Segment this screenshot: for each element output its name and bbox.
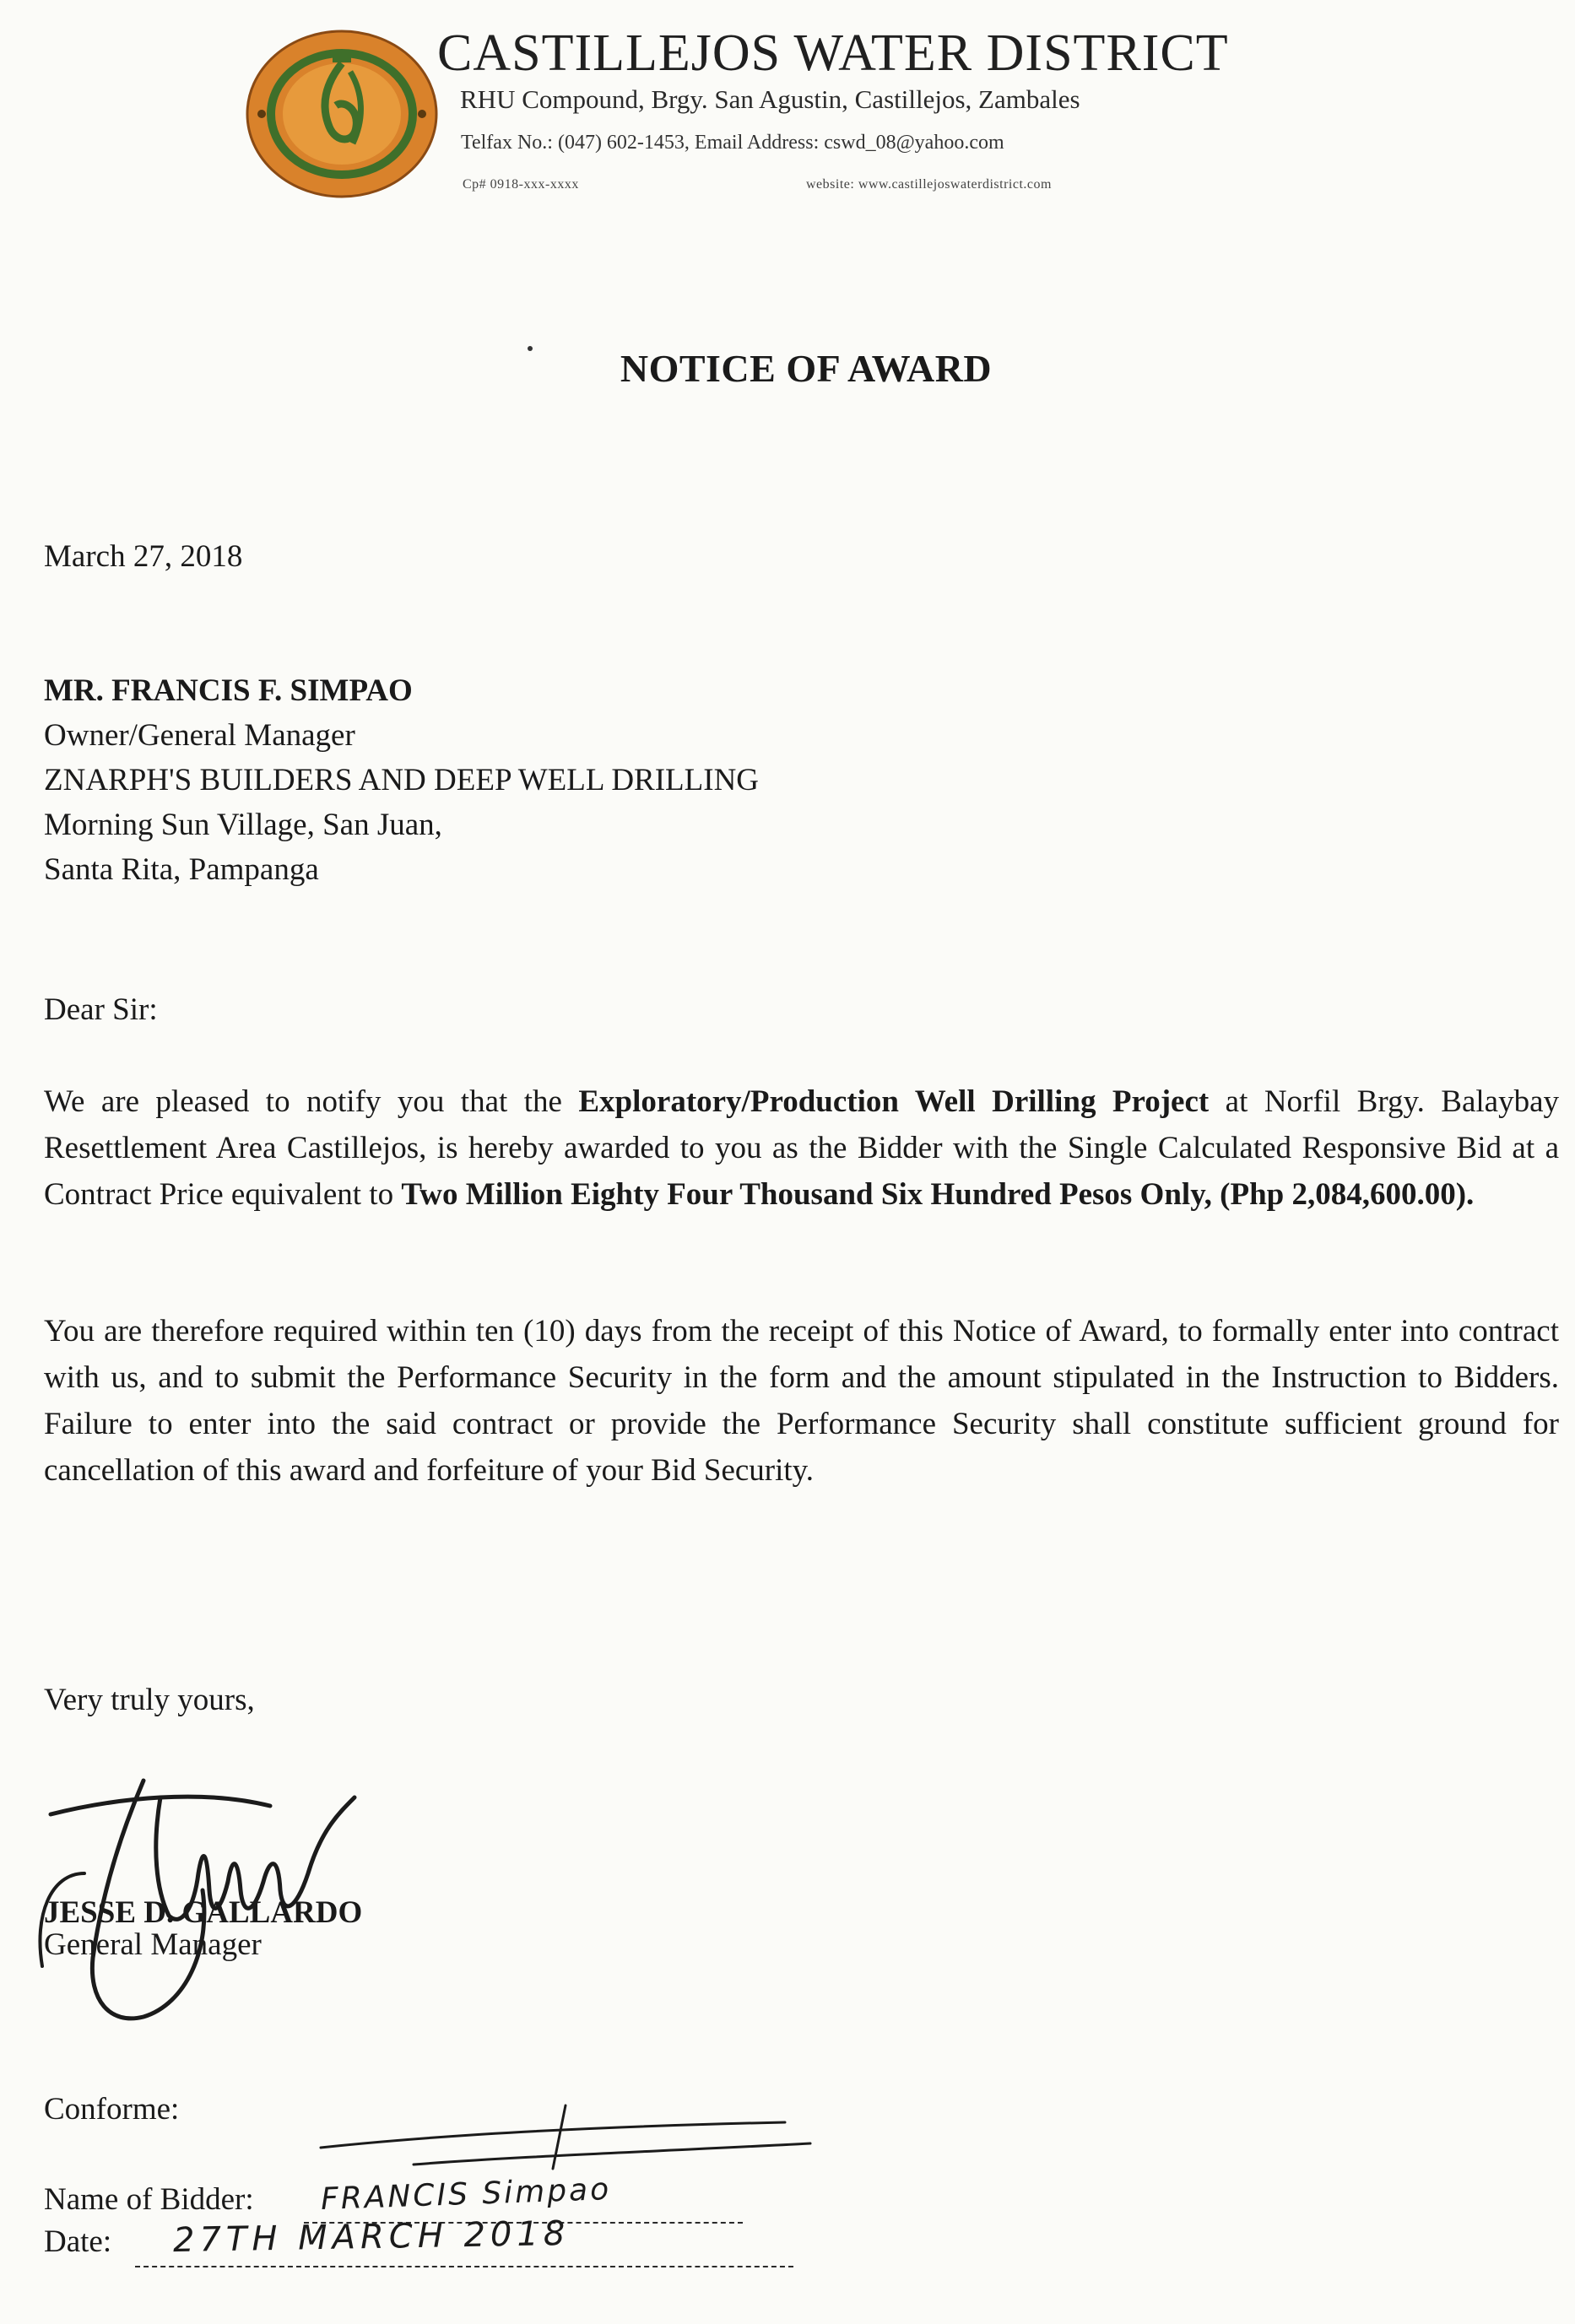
date-line — [135, 2266, 793, 2267]
organization-contact: Telfax No.: (047) 602-1453, Email Address: cswd_08@yahoo.com — [461, 132, 1004, 154]
recipient-address-line1: Morning Sun Village, San Juan, — [44, 808, 442, 842]
recipient-name: MR. FRANCIS F. SIMPAO — [44, 673, 413, 708]
recipient-company: ZNARPH'S BUILDERS AND DEEP WELL DRILLING — [44, 763, 760, 797]
salutation: Dear Sir: — [44, 992, 158, 1027]
organization-cellphone: Cp# 0918-xxx-xxxx — [463, 177, 579, 192]
closing: Very truly yours, — [44, 1683, 255, 1717]
award-text-intro: We are pleased to notify you that the — [44, 1084, 579, 1119]
document-title: NOTICE OF AWARD — [620, 347, 993, 390]
bidder-name-label: Name of Bidder: — [44, 2182, 254, 2217]
contract-amount: Two Million Eighty Four Thousand Six Hundred Pesos Only, (Php 2,084,600.00). — [401, 1177, 1475, 1212]
signatory-title: General Manager — [44, 1927, 262, 1962]
water-district-seal-icon — [245, 25, 464, 203]
project-name: Exploratory/Production Well Drilling Project — [578, 1084, 1210, 1119]
conforme-label: Conforme: — [44, 2092, 180, 2127]
organization-website: website: www.castillejoswaterdistrict.com — [806, 177, 1052, 192]
signatory-name: JESSE D. GALLARDO — [44, 1895, 363, 1930]
letter-date: March 27, 2018 — [44, 539, 243, 574]
conforme-date-handwritten: 27TH MARCH 2018 — [172, 2213, 571, 2261]
award-paragraph — [44, 1078, 1559, 1218]
bidder-name-handwritten: FRANCIS Simpao — [320, 2172, 612, 2217]
date-label: Date: — [44, 2224, 112, 2259]
recipient-address-line2: Santa Rita, Pampanga — [44, 852, 319, 887]
requirements-paragraph: You are therefore required within ten (10) days from the receipt of this Notice of Award, to formally enter into contract with us, and to submit the Performance Security in the form and the amount stipulated in the Instruction to Bidders. Failure to enter into the said contract or provide the Performance Security shall constitute sufficient ground for cancellation of this award and forfeiture of your Bid Security. — [44, 1314, 1559, 1488]
organization-address: RHU Compound, Brgy. San Agustin, Castillejos, Zambales — [460, 84, 1080, 114]
organization-name: CASTILLEJOS WATER DISTRICT — [437, 24, 1229, 82]
recipient-position: Owner/General Manager — [44, 718, 355, 753]
award-text-body: at Norfil Brgy. Balaybay Resettlement Area Castillejos, is hereby awarded to you as the Bidder with the Single Calculated Responsive Bid at a Contract Price equivalent to — [44, 1084, 1560, 1212]
